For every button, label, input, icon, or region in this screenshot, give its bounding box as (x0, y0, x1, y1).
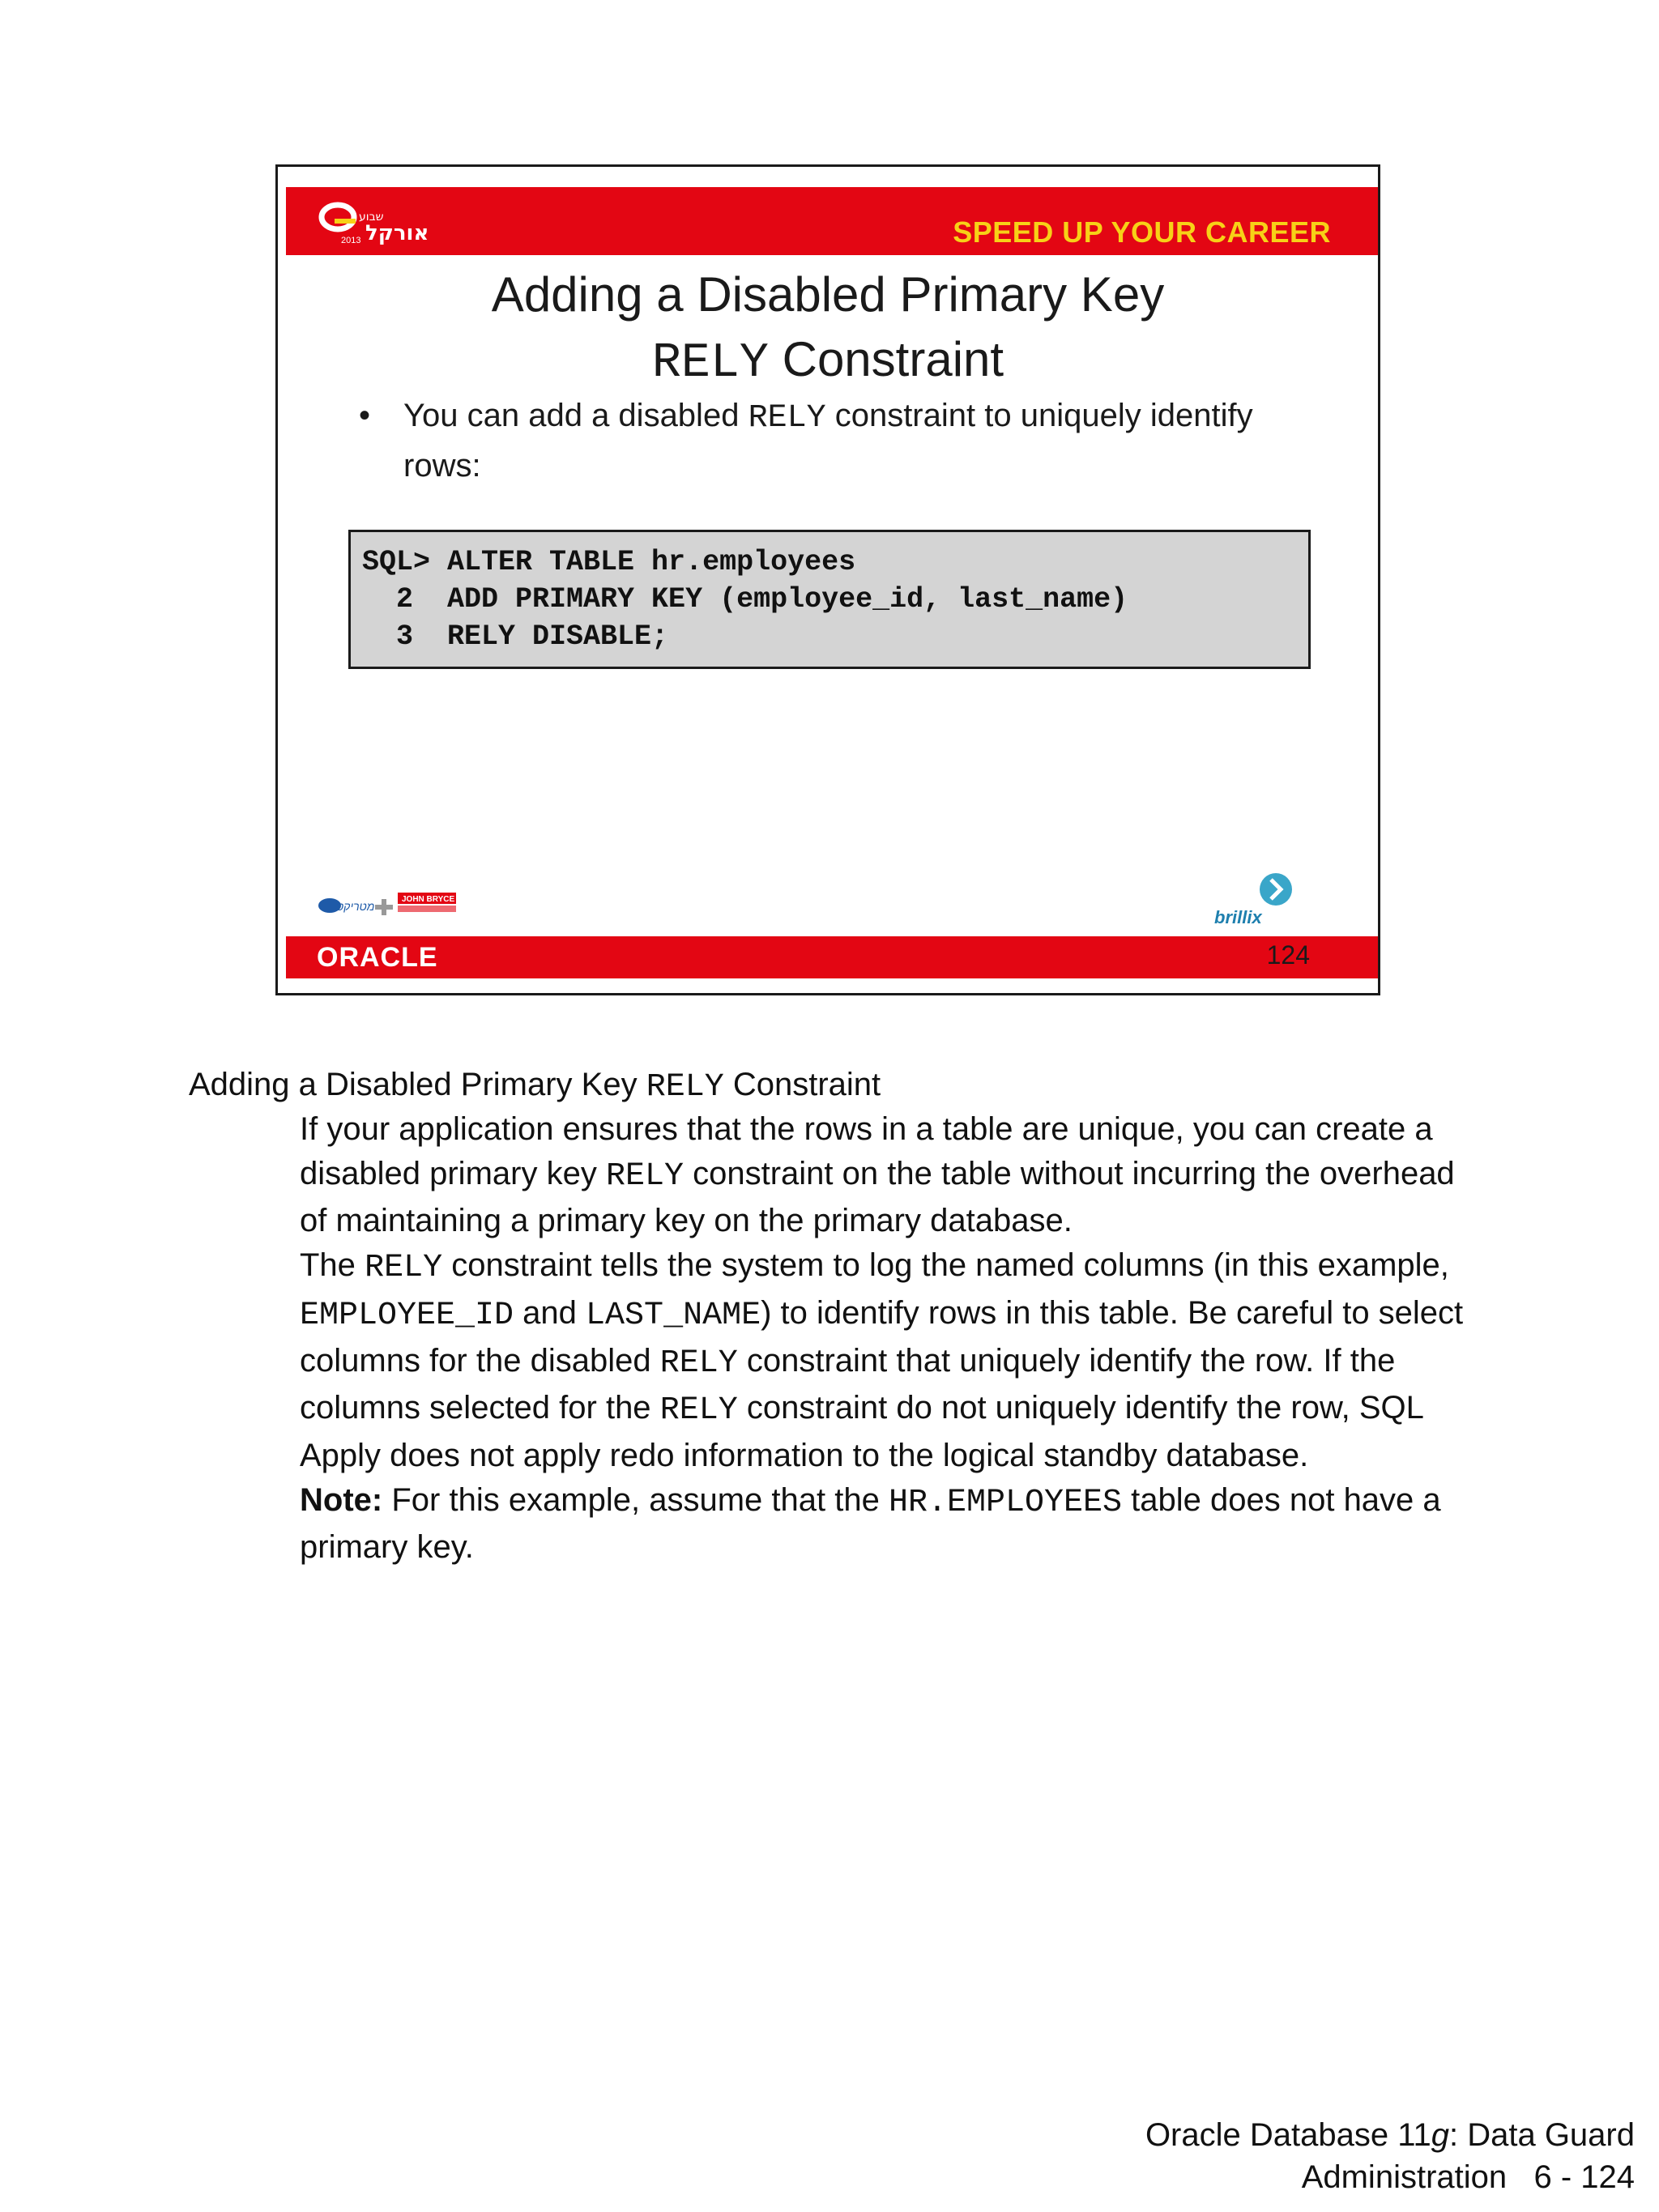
note-code: HR.EMPLOYEES (888, 1484, 1123, 1521)
svg-text:JOHN BRYCE: JOHN BRYCE (402, 895, 455, 904)
slide-number: 124 (1266, 940, 1310, 970)
notes-p2-code-5: RELY (659, 1392, 738, 1430)
notes-p1-text-a: If your application ensures that the rows in a table are unique, you can create a disabled primary key (300, 1111, 1433, 1191)
bullet-dot-icon: • (359, 398, 371, 433)
slide-title (278, 262, 1378, 396)
john-bryce-logo (317, 888, 458, 925)
footer-title-post: : Data Guard (1448, 2117, 1635, 2153)
notes-p2-text-e: constraint that uniquely identify the row. If the columns selected for the (300, 1342, 1396, 1426)
slide-title-line1: Adding a Disabled Primary Key (491, 267, 1165, 322)
notes-p2-text-d: ) to identify rows in this table. Be careful to select columns for the disabled (300, 1294, 1464, 1379)
slide-frame (275, 164, 1380, 995)
bullet-text-pre: You can add a disabled (403, 398, 740, 433)
slide-title-code: RELY (651, 336, 769, 391)
footer-title-pre: Oracle Database 11 (1145, 2117, 1431, 2153)
notes-heading-post: Constraint (732, 1067, 881, 1102)
svg-text:מטריקס: מטריקס (336, 900, 375, 913)
note-text-b: table does not have a primary key. (300, 1481, 1441, 1566)
bullet-text-code: RELY (748, 400, 826, 437)
bullet-text (403, 392, 1286, 489)
oracle-week-logo (317, 199, 446, 246)
notes-heading-pre: Adding a Disabled Primary Key (189, 1067, 638, 1102)
page-footer (1145, 2114, 1635, 2198)
notes-paragraph-1 (300, 1107, 1491, 1243)
note-text-a: For this example, assume that the (391, 1481, 880, 1518)
svg-text:2013: 2013 (341, 236, 361, 245)
svg-text:אורקל: אורקל (365, 221, 429, 245)
notes-p1-code: RELY (605, 1157, 684, 1195)
footer-title-italic: g (1431, 2117, 1449, 2153)
note-label: Note: (300, 1481, 383, 1518)
slide-title-line2 (278, 327, 1378, 396)
sql-code-block: SQL> ALTER TABLE hr.employees 2 ADD PRIMARY KEY (employee_id, last_name) 3 RELY DISABLE; (348, 530, 1311, 669)
svg-text:brillix: brillix (1214, 907, 1262, 927)
notes-p2-text-f: constraint do not uniquely identify the row, SQL Apply does not apply redo information to the logical standby database. (300, 1390, 1423, 1473)
notes-heading-code: RELY (646, 1069, 724, 1106)
notes-paragraph-2 (300, 1243, 1491, 1478)
notes-heading (189, 1063, 881, 1110)
notes-p2-code-4: RELY (659, 1345, 738, 1382)
slide-bottom-banner (286, 936, 1378, 978)
notes-note (300, 1478, 1491, 1570)
bullet-text-post: constraint to uniquely identify rows: (403, 398, 1253, 484)
footer-line-2: Administration 6 - 124 (1301, 2159, 1635, 2195)
notes-p2-code-1: RELY (365, 1250, 443, 1287)
brillix-logo (1211, 870, 1300, 935)
notes-p2-text-c: and (522, 1294, 577, 1331)
svg-text:שבוע: שבוע (359, 211, 384, 224)
oracle-logo: ORACLE (317, 942, 438, 973)
slide-title-rest: Constraint (782, 332, 1004, 386)
notes-p2-code-2: EMPLOYEE_ID (300, 1297, 514, 1334)
notes-p2-code-3: LAST_NAME (586, 1297, 761, 1334)
notes-body (300, 1107, 1491, 1570)
notes-p2-text-b: constraint tells the system to log the named columns (in this example, (451, 1247, 1449, 1284)
notes-p1-text-b: constraint on the table without incurring the overhead of maintaining a primary key on the primary database. (300, 1155, 1455, 1239)
notes-p2-text-a: The (300, 1247, 356, 1284)
footer-line-1 (1145, 2114, 1635, 2156)
tagline: SPEED UP YOUR CAREER (953, 215, 1331, 249)
